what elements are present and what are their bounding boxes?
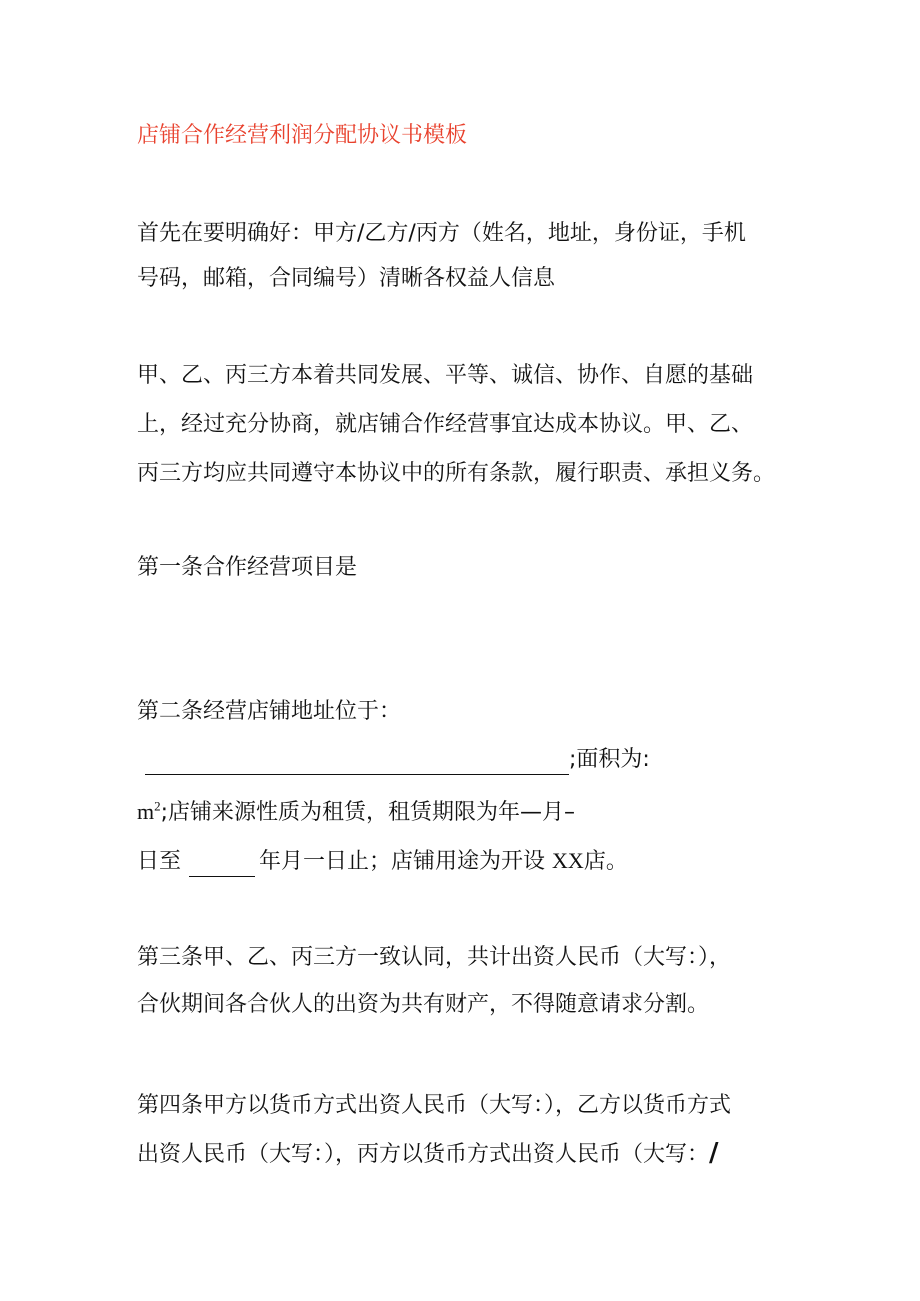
area-unit-superscript: 2 <box>154 798 161 814</box>
term-end: 店。 <box>583 849 628 874</box>
lease-tail: – <box>564 800 576 825</box>
preamble-line-1: 甲、乙、丙三方本着共同发展、平等、诚信、协作、自愿的基础 <box>137 363 754 388</box>
area-label: ;面积为: <box>569 747 650 772</box>
intro-line-2: 号码，邮箱，合同编号）清晰各权益人信息 <box>137 266 556 291</box>
intro-line-1: 首先在要明确好：甲方/乙方/丙方（姓名，地址，身份证，手机 <box>137 221 746 246</box>
article-2-address-line <box>137 745 650 775</box>
area-unit: m <box>137 799 155 824</box>
term-start: 日至 <box>137 849 182 874</box>
article-3-line-1: 第三条甲、乙、丙三方一致认同，共计出资人民币（大写：）， <box>137 945 732 970</box>
document-title: 店铺合作经营利润分配协议书模板 <box>137 123 468 148</box>
term-text: 年月一日止；店铺用途为开设 <box>259 849 546 874</box>
article-4-line-2-tail: / <box>709 1138 719 1168</box>
date-blank <box>189 852 255 877</box>
preamble-line-2: 上，经过充分协商，就店铺合作经营事宜达成本协议。甲、乙、 <box>137 412 754 437</box>
lease-text: ;店铺来源性质为租赁，租赁期限为年—月 <box>160 800 565 825</box>
article-2-term-line <box>137 846 628 877</box>
article-4-line-1: 第四条甲方以货币方式出资人民币（大写：），乙方以货币方式 <box>137 1093 732 1118</box>
article-2-line-1: 第二条经营店铺地址位于： <box>137 699 402 724</box>
article-4-line-2 <box>137 1138 719 1170</box>
preamble-line-3: 丙三方均应共同遵守本协议中的所有条款，履行职责、承担义务。 <box>137 461 776 486</box>
article-1-heading: 第一条合作经营项目是 <box>137 555 358 580</box>
address-blank <box>145 750 569 775</box>
article-4-line-2-text: 出资人民币（大写：），丙方以货币方式出资人民币（大写： <box>137 1142 710 1167</box>
article-2-lease-line <box>137 797 575 828</box>
article-3-line-2: 合伙期间各合伙人的出资为共有财产，不得随意请求分割。 <box>137 992 710 1017</box>
shop-placeholder: XX <box>552 848 584 873</box>
